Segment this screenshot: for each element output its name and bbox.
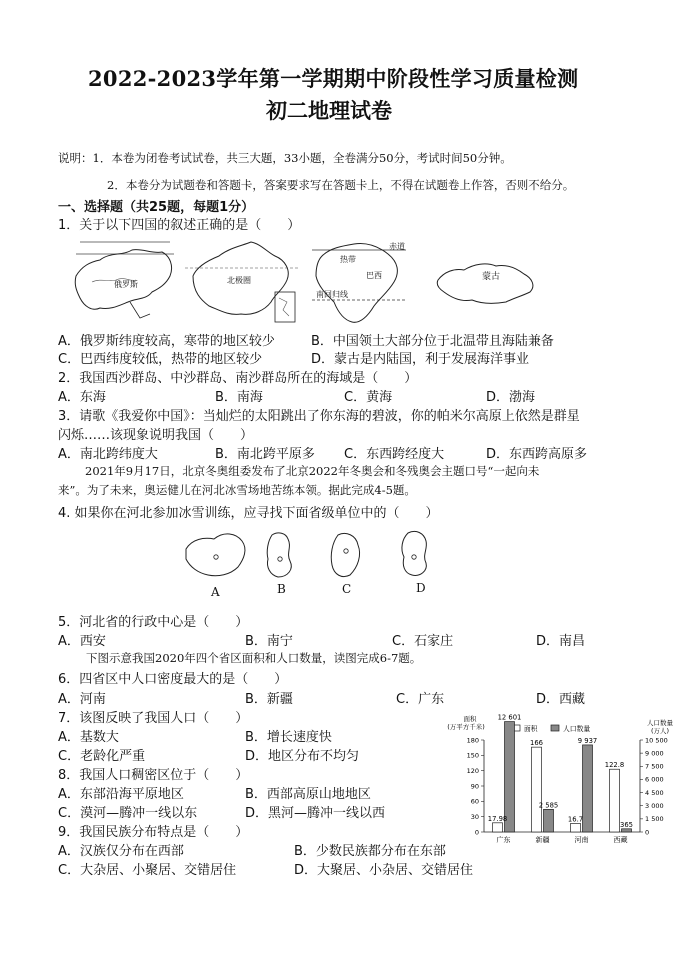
bar-population-2 — [583, 745, 593, 832]
q8-option-b[interactable]: B．西部高原山地地区 — [245, 787, 371, 802]
province-d-shape — [402, 531, 427, 575]
y-left-tick-label: 60 — [470, 797, 479, 806]
question-4-stem: 4. 如果你在河北参加冰雪训练，应寻找下面省级单位中的（ ） — [58, 506, 439, 521]
y-right-tick-label: 9 000 — [645, 749, 664, 758]
data-label-area-2: 16.7 — [567, 815, 584, 824]
q5-option-d[interactable]: D．南昌 — [536, 634, 586, 649]
question-2-stem: 2．我国西沙群岛、中沙群岛、南沙群岛所在的海域是（ ） — [58, 371, 418, 386]
q9-option-d[interactable]: D．大聚居、小杂居、交错居住 — [294, 863, 474, 878]
legend-label-population: 人口数量 — [563, 725, 591, 733]
q5-option-c[interactable]: C．石家庄 — [392, 634, 454, 649]
note-2: 2．本卷分为试题卷和答题卡，答案要求写在答题卡上，不得在试题卷上作答，否则不给分。 — [107, 178, 575, 192]
q2-option-a[interactable]: A．东海 — [58, 390, 106, 405]
q8-option-a[interactable]: A．东部沿海平原地区 — [58, 787, 184, 802]
y-right-tick-label: 7 500 — [645, 762, 664, 771]
data-label-area-3: 122.8 — [604, 761, 625, 770]
q5-option-a[interactable]: A．西安 — [58, 634, 106, 649]
data-label-area-1: 166 — [530, 739, 543, 748]
q9-option-a[interactable]: A．汉族仅分布在西部 — [58, 844, 184, 859]
data-label-population-1: 2 585 — [538, 801, 559, 810]
question-9-stem: 9．我国民族分布特点是（ ） — [58, 825, 249, 840]
question-1-stem: 1．关于以下四国的叙述正确的是（ ） — [58, 218, 301, 233]
y-left-tick-label: 0 — [474, 828, 479, 837]
y-right-tick-label: 1 500 — [645, 815, 664, 824]
province-maps — [182, 527, 452, 585]
china-label: 北极圈 — [227, 276, 251, 285]
q7-option-a[interactable]: A．基数大 — [58, 730, 119, 745]
legend-swatch-population — [551, 725, 559, 731]
question-8-stem: 8．我国人口稠密区位于（ ） — [58, 768, 249, 783]
y-left-tick-label: 180 — [466, 736, 479, 745]
bar-area-3 — [610, 769, 620, 832]
y-right-tick-label: 3 000 — [645, 802, 664, 811]
q9-option-b[interactable]: B．少数民族都分布在东部 — [294, 844, 446, 859]
russia-label: 俄罗斯 — [114, 280, 138, 289]
category-label-3: 西藏 — [613, 836, 628, 844]
y-right-tick-label: 4 500 — [645, 788, 664, 797]
q3-option-b[interactable]: B．南北跨平原多 — [215, 447, 315, 462]
data-label-population-3: 365 — [620, 820, 633, 829]
q3-option-c[interactable]: C．东西跨经度大 — [344, 447, 445, 462]
province-c-shape — [331, 533, 359, 576]
y-right-label-1: 人口数量 — [647, 719, 673, 727]
y-left-tick-label: 90 — [470, 782, 479, 791]
q1-option-d[interactable]: D．蒙古是内陆国，利于发展海洋事业 — [311, 352, 530, 367]
y-left-label-2: (万平方千米) — [447, 723, 485, 731]
y-left-tick-label: 30 — [470, 812, 479, 821]
passage-1-line2: 来”。为了未来，奥运健儿在河北冰雪场地苦练本领。据此完成4-5题。 — [58, 483, 416, 497]
legend-label-area: 面积 — [524, 725, 538, 733]
q2-option-b[interactable]: B．南海 — [215, 390, 263, 405]
bar-area-1 — [532, 747, 542, 832]
province-b-shape — [267, 533, 291, 577]
passage-2: 下图示意我国2020年四个省区面积和人口数量，读图完成6-7题。 — [86, 651, 422, 665]
q5-option-b[interactable]: B．南宁 — [245, 634, 293, 649]
brazil-name-label: 巴西 — [366, 271, 382, 280]
bar-area-0 — [493, 823, 503, 832]
exam-title: 2022-2023学年第一学期期中阶段性学习质量检测 — [88, 66, 579, 91]
question-5-stem: 5．河北省的行政中心是（ ） — [58, 615, 249, 630]
area-population-chart — [444, 712, 680, 850]
question-6-stem: 6．四省区中人口密度最大的是（ ） — [58, 672, 288, 687]
y-left-tick-label: 150 — [466, 751, 479, 760]
q8-option-c[interactable]: C．漠河—腾冲一线以东 — [58, 806, 198, 821]
q1-option-c[interactable]: C．巴西纬度较低，热带的地区较少 — [58, 352, 263, 367]
question-3-stem-line2: 闪烁……该现象说明我国（ ） — [58, 428, 254, 443]
category-label-1: 新疆 — [535, 836, 550, 844]
bar-population-1 — [544, 809, 554, 832]
mongolia-map — [434, 258, 538, 308]
category-label-2: 河南 — [574, 836, 589, 844]
q9-option-c[interactable]: C．大杂居、小聚居、交错居住 — [58, 863, 237, 878]
bar-area-2 — [571, 823, 581, 832]
q7-option-b[interactable]: B．增长速度快 — [245, 730, 332, 745]
q2-option-d[interactable]: D．渤海 — [486, 390, 536, 405]
province-label-a[interactable]: A — [211, 585, 220, 599]
mongolia-label: 蒙古 — [482, 272, 501, 282]
q7-option-c[interactable]: C．老龄化严重 — [58, 749, 146, 764]
province-a-shape — [186, 534, 245, 576]
data-label-population-0: 12 601 — [497, 713, 522, 722]
y-right-tick-label: 0 — [645, 828, 650, 837]
brazil-hot-label: 热带 — [340, 255, 356, 264]
q6-option-d[interactable]: D．西藏 — [536, 692, 586, 707]
passage-1-line1: 2021年9月17日，北京冬奥组委发布了北京2022年冬奥会和冬残奥会主题口号“一起向未 — [85, 464, 540, 478]
province-label-b[interactable]: B — [277, 582, 286, 596]
q6-option-c[interactable]: C．广东 — [396, 692, 445, 707]
q3-option-d[interactable]: D．东西跨高原多 — [486, 447, 588, 462]
y-right-label-2: (万人) — [650, 727, 670, 735]
q1-option-a[interactable]: A．俄罗斯纬度较高，寒带的地区较少 — [58, 334, 275, 349]
question-3-stem-line1: 3．请歌《我爱你中国》：当灿烂的太阳跳出了你东海的碧波，你的帕米尔高原上依然是群星 — [58, 409, 580, 424]
q1-option-b[interactable]: B．中国领土大部分位于北温带且海陆兼备 — [311, 334, 554, 349]
q6-option-a[interactable]: A．河南 — [58, 692, 106, 707]
y-left-label-1: 面积 — [463, 715, 477, 723]
question-7-stem: 7．该图反映了我国人口（ ） — [58, 711, 249, 726]
y-right-tick-label: 10 500 — [645, 736, 668, 745]
exam-subtitle: 初二地理试卷 — [266, 98, 392, 123]
bar-population-3 — [622, 829, 632, 832]
data-label-area-0: 17.98 — [487, 814, 508, 823]
y-left-tick-label: 120 — [466, 766, 479, 775]
section-heading: 一、选择题（共25题，每题1分） — [58, 200, 255, 215]
province-label-c[interactable]: C — [342, 582, 352, 596]
q2-option-c[interactable]: C．黄海 — [344, 390, 393, 405]
brazil-equator-label: 赤道 — [389, 242, 405, 251]
q8-option-d[interactable]: D．黑河—腾冲一线以西 — [245, 806, 386, 821]
q6-option-b[interactable]: B．新疆 — [245, 692, 293, 707]
brazil-tropic-label: 南回归线 — [316, 290, 348, 299]
y-right-tick-label: 6 000 — [645, 775, 664, 784]
note-1: 说明：1．本卷为闭卷考试试卷，共三大题，33小题，全卷满分50分，考试时间50分钟。 — [58, 151, 512, 165]
province-label-d[interactable]: D — [416, 581, 426, 595]
q7-option-d[interactable]: D．地区分布不均匀 — [245, 749, 360, 764]
data-label-population-2: 9 937 — [577, 736, 598, 745]
q3-option-a[interactable]: A．南北跨纬度大 — [58, 447, 158, 462]
category-label-0: 广东 — [496, 836, 511, 844]
